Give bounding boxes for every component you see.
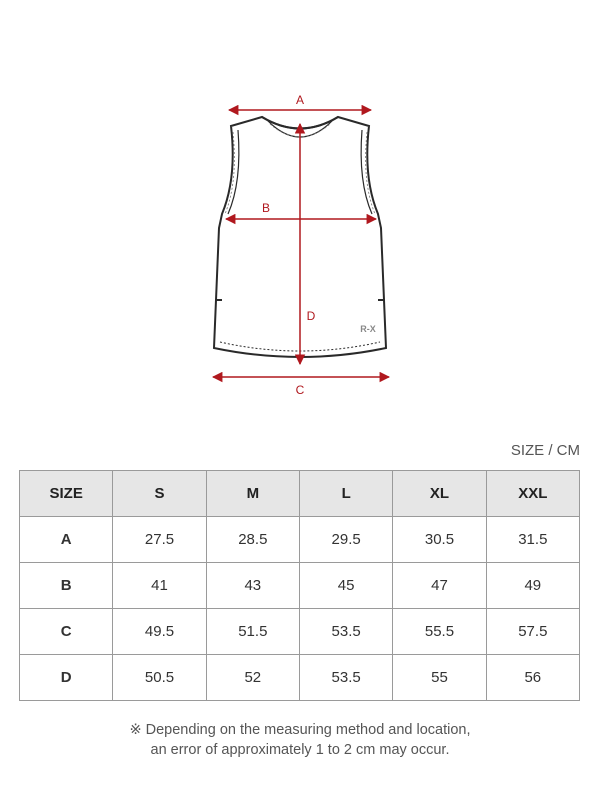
table-cell: 47: [393, 563, 486, 609]
measurement-note: [0, 720, 600, 760]
table-cell: 55: [393, 655, 486, 701]
table-cell: 56: [486, 655, 579, 701]
table-header-row: [20, 471, 580, 517]
measure-a-label: A: [295, 93, 305, 107]
row-label-d: D: [20, 655, 113, 701]
table-cell: 43: [206, 563, 299, 609]
row-label-b: B: [20, 563, 113, 609]
header-cell-m: M: [206, 471, 299, 517]
table-cell: 28.5: [206, 517, 299, 563]
measure-c-label: C: [295, 383, 305, 397]
table-cell: 50.5: [113, 655, 206, 701]
measure-d-label: D: [306, 309, 316, 323]
table-cell: 57.5: [486, 609, 579, 655]
table-cell: 51.5: [206, 609, 299, 655]
table-row: [20, 655, 580, 701]
note-line-2: an error of approximately 1 to 2 cm may occur.: [150, 742, 450, 758]
unit-label: SIZE / CM: [510, 442, 580, 459]
table-cell: 29.5: [299, 517, 392, 563]
header-cell-s: S: [113, 471, 206, 517]
table-cell: 45: [299, 563, 392, 609]
header-cell-l: L: [299, 471, 392, 517]
table-row: [20, 609, 580, 655]
header-cell-xxl: XXL: [486, 471, 579, 517]
table-cell: 41: [113, 563, 206, 609]
table-cell: 49: [486, 563, 579, 609]
table-row: [20, 563, 580, 609]
table-cell: 31.5: [486, 517, 579, 563]
header-cell-size: SIZE: [20, 471, 113, 517]
note-line-1: ※ Depending on the measuring method and location,: [129, 722, 471, 738]
table-cell: 53.5: [299, 609, 392, 655]
table-cell: 52: [206, 655, 299, 701]
table-cell: 27.5: [113, 517, 206, 563]
table-row: [20, 517, 580, 563]
table-cell: 55.5: [393, 609, 486, 655]
brand-logo: R-X: [360, 324, 376, 334]
size-chart-table: [19, 470, 580, 701]
table-cell: 53.5: [299, 655, 392, 701]
header-cell-xl: XL: [393, 471, 486, 517]
table-cell: 30.5: [393, 517, 486, 563]
row-label-a: A: [20, 517, 113, 563]
measure-b-label: B: [261, 201, 271, 215]
row-label-c: C: [20, 609, 113, 655]
table-cell: 49.5: [113, 609, 206, 655]
